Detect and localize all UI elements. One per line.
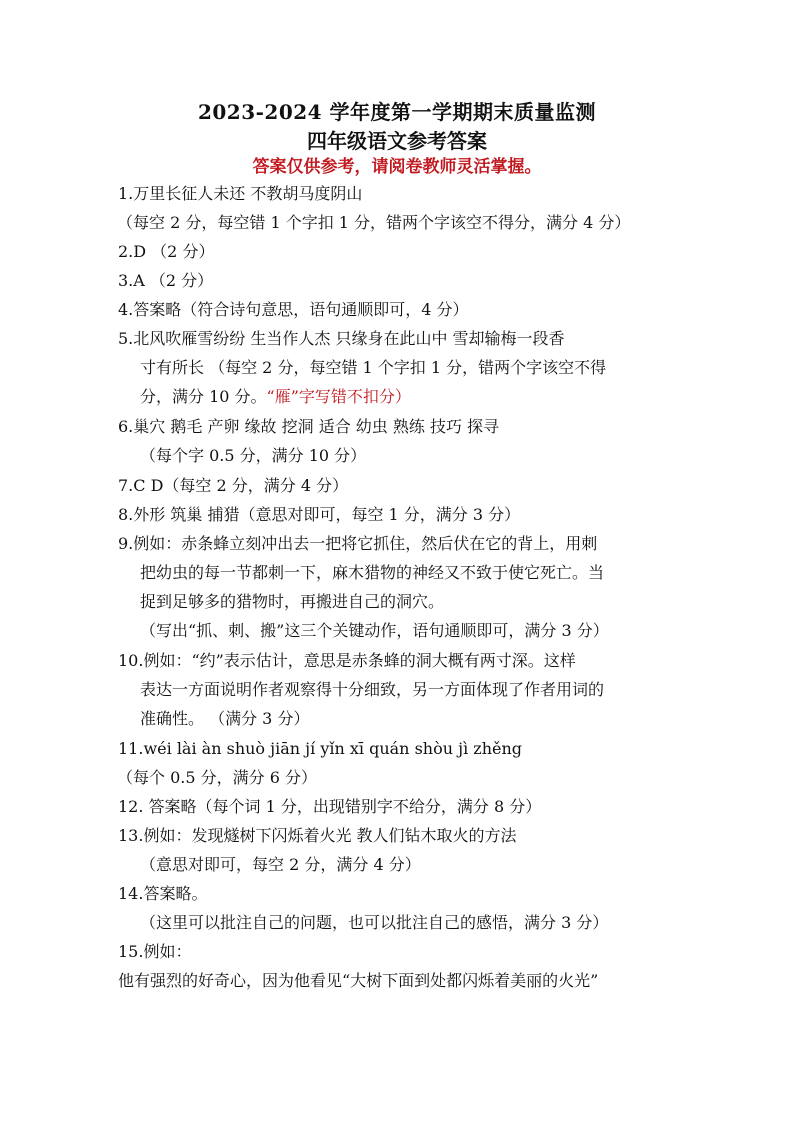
answer-9-line-1: 9.例如：赤条蜂立刻冲出去一把将它抓住，然后伏在它的背上，用刺 bbox=[118, 534, 598, 553]
answer-12: 12. 答案略（每个词 1 分，出现错别字不给分，满分 8 分） bbox=[118, 797, 542, 816]
answer-5-line-3-text: 分，满分 10 分。 bbox=[140, 387, 267, 406]
answer-15-line-2: 他有强烈的好奇心，因为他看见“大树下面到处都闪烁着美丽的火光” bbox=[118, 971, 599, 990]
answer-5-line-1: 5.北风吹雁雪纷纷 生当作人杰 只缘身在此山中 雪却输梅一段香 bbox=[118, 329, 565, 348]
answer-14-scoring: （这里可以批注自己的问题，也可以批注自己的感悟，满分 3 分） bbox=[140, 913, 609, 932]
answer-14: 14.答案略。 bbox=[118, 884, 208, 903]
answer-4: 4.答案略（符合诗句意思，语句通顺即可，4 分） bbox=[118, 300, 469, 319]
document-title: 2023-2024 学年度第一学期期末质量监测 bbox=[197, 100, 597, 124]
answer-1: 1.万里长征人未还 不教胡马度阴山 bbox=[118, 184, 363, 203]
answer-15: 15.例如： bbox=[118, 942, 192, 961]
answer-10-line-2: 表达一方面说明作者观察得十分细致，另一方面体现了作者用词的 bbox=[140, 680, 605, 699]
answer-5-red-note: “雁”字写错不扣分） bbox=[266, 387, 411, 406]
answer-10-line-1: 10.例如：“约”表示估计，意思是赤条蜂的洞大概有两寸深。这样 bbox=[118, 651, 576, 670]
answer-11-scoring: （每个 0.5 分，满分 6 分） bbox=[117, 768, 317, 787]
answer-9-line-2: 把幼虫的每一节都刺一下，麻木猎物的神经又不致于使它死亡。当 bbox=[140, 563, 605, 582]
answer-1-scoring: （每空 2 分，每空错 1 个字扣 1 分，错两个字该空不得分，满分 4 分） bbox=[117, 213, 631, 232]
answer-9-scoring: （写出“抓、刺、搬”这三个关键动作，语句通顺即可，满分 3 分） bbox=[140, 621, 609, 640]
answer-3: 3.A （2 分） bbox=[118, 271, 214, 290]
answer-5-line-2: 寸有所长 （每空 2 分，每空错 1 个字扣 1 分，错两个字该空不得 bbox=[140, 358, 607, 377]
answer-8: 8.外形 筑巢 捕猎（意思对即可，每空 1 分，满分 3 分） bbox=[118, 505, 521, 524]
answer-13: 13.例如：发现燧树下闪烁着火光 教人们钻木取火的方法 bbox=[118, 826, 517, 845]
answer-7: 7.C D（每空 2 分，满分 4 分） bbox=[118, 476, 349, 495]
answer-6-line-1: 6.巢穴 鹅毛 产卵 缘故 挖洞 适合 幼虫 熟练 技巧 探寻 bbox=[118, 417, 500, 436]
grading-note: 答案仅供参考，请阅卷教师灵活掌握。 bbox=[252, 157, 542, 177]
answer-6-scoring: （每个字 0.5 分，满分 10 分） bbox=[140, 446, 367, 465]
document-subtitle: 四年级语文参考答案 bbox=[307, 129, 487, 153]
answer-10-line-3: 准确性。 （满分 3 分） bbox=[140, 709, 310, 728]
answer-5-line-3 bbox=[140, 386, 411, 408]
answer-13-scoring: （意思对即可，每空 2 分，满分 4 分） bbox=[140, 855, 421, 874]
answer-9-line-3: 捉到足够多的猎物时，再搬进自己的洞穴。 bbox=[140, 592, 445, 611]
answer-2: 2.D （2 分） bbox=[118, 242, 215, 261]
answer-11-pinyin: 11.wéi lài àn shuò jiān jí yǐn xī quán shòu jì zhěng bbox=[118, 739, 523, 758]
